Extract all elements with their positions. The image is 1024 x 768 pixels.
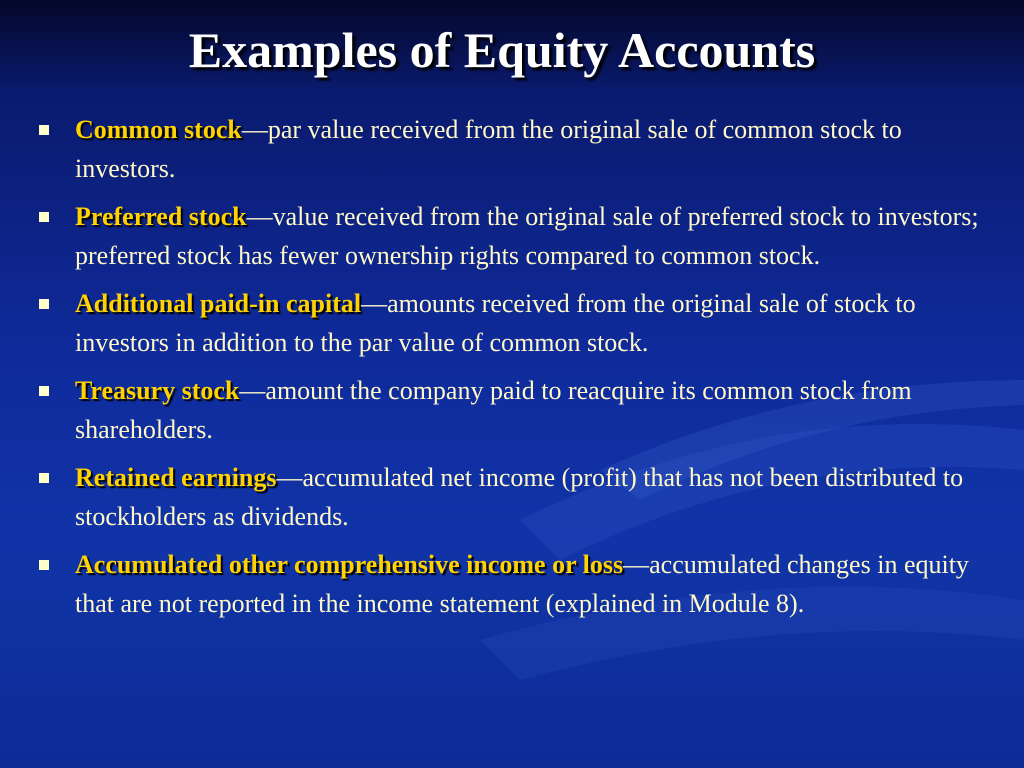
slide-title: Examples of Equity Accounts [188, 22, 816, 78]
square-bullet-icon [39, 386, 49, 396]
list-item-accumulated-other-comprehensive-income [36, 545, 984, 623]
bullet-term: Treasury stock [75, 376, 240, 405]
bullet-term: Accumulated other comprehensive income or loss [75, 550, 624, 579]
bullet-description: —par value received from the original sale of common stock to investors. [75, 115, 902, 183]
list-item-preferred-stock [36, 197, 984, 275]
bullet-description: —accumulated changes in equity that are not reported in the income statement (explained in Module 8). [75, 550, 969, 618]
square-bullet-icon [39, 212, 49, 222]
list-item-additional-paid-in-capital [36, 284, 984, 362]
bullet-term: Additional paid-in capital [75, 289, 362, 318]
square-bullet-icon [39, 125, 49, 135]
bullet-description: —value received from the original sale of preferred stock to investors; preferred stock has fewer ownership rights compared to common stock. [75, 202, 979, 270]
bullet-term: Preferred stock [75, 202, 247, 231]
bullet-description: —accumulated net income (profit) that has not been distributed to stockholders as dividends. [75, 463, 964, 531]
square-bullet-icon [39, 560, 49, 570]
bullet-description: —amount the company paid to reacquire its common stock from shareholders. [75, 376, 912, 444]
list-item-retained-earnings [36, 458, 984, 536]
bullet-description: —amounts received from the original sale of stock to investors in addition to the par value of common stock. [75, 289, 916, 357]
square-bullet-icon [39, 473, 49, 483]
list-item-common-stock [36, 110, 984, 188]
list-item-treasury-stock [36, 371, 984, 449]
bullet-term: Retained earnings [75, 463, 277, 492]
bullet-term: Common stock [75, 115, 242, 144]
equity-accounts-list [36, 110, 984, 632]
square-bullet-icon [39, 299, 49, 309]
